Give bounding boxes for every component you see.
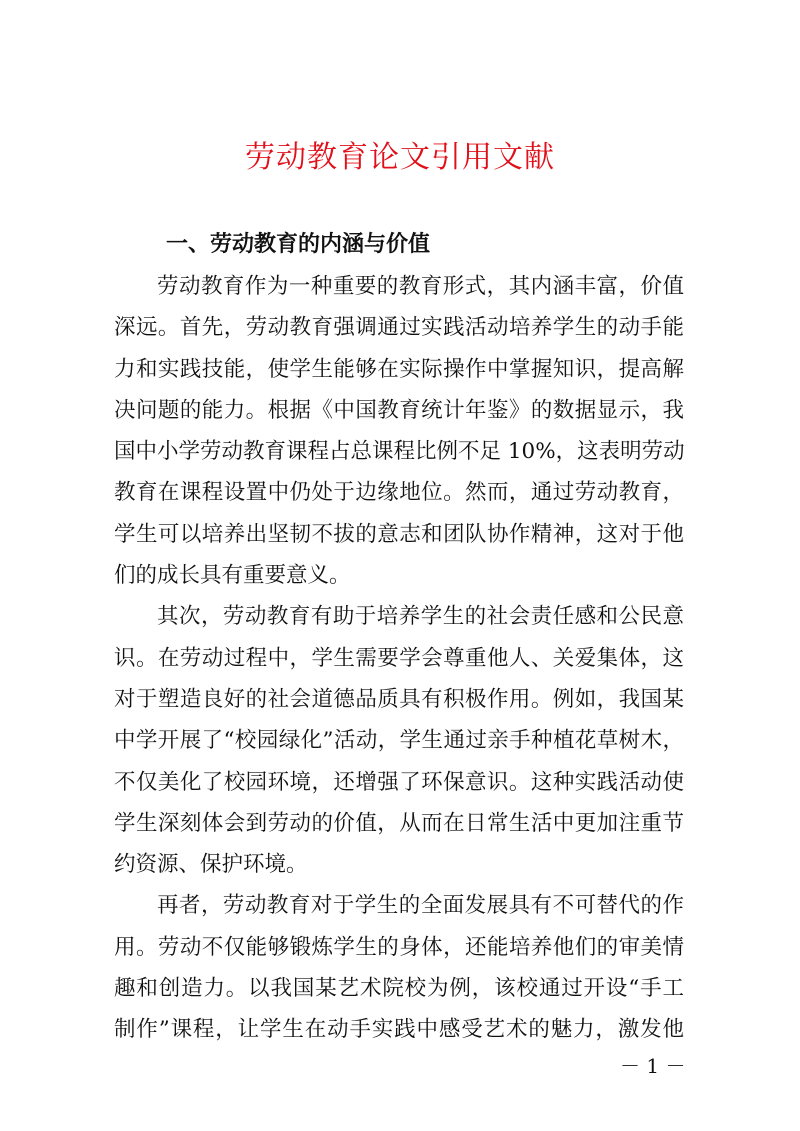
paragraph-line: 约资源、保护环境。: [114, 852, 308, 878]
section-heading: 一、劳动教育的内涵与价值: [166, 232, 431, 257]
paragraph-line: 再者，劳动教育对于学生的全面发展具有不可替代的作: [157, 893, 684, 919]
paragraph-line: 们的成长具有重要意义。: [114, 563, 351, 589]
paragraph-line: 决问题的能力。根据《中国教育统计年鉴》的数据显示，我: [114, 397, 684, 423]
paragraph-line: 学生深刻体会到劳动的价值，从而在日常生活中更加注重节: [114, 810, 684, 836]
paragraph-line: 识。在劳动过程中，学生需要学会尊重他人、关爱集体，这: [114, 645, 684, 671]
paragraph-line: 国中小学劳动教育课程占总课程比例不足 10%，这表明劳动: [114, 439, 685, 465]
paragraph-line: 中学开展了“校园绿化”活动，学生通过亲手种植花草树木，: [114, 728, 684, 754]
paragraph-line: 不仅美化了校园环境，还增强了环保意识。这种实践活动使: [114, 769, 684, 795]
paragraph-line: 用。劳动不仅能够锻炼学生的身体，还能培养他们的审美情: [114, 934, 684, 960]
paragraph-1: [114, 266, 684, 596]
paragraph-line: 教育在课程设置中仍处于边缘地位。然而，通过劳动教育，: [114, 480, 684, 506]
paragraph-line: 趣和创造力。以我国某艺术院校为例，该校通过开设“手工: [114, 976, 684, 1002]
paragraph-3: [114, 885, 684, 1050]
paragraph-line: 其次，劳动教育有助于培养学生的社会责任感和公民意: [157, 604, 684, 630]
paragraph-line: 制作”课程，让学生在动手实践中感受艺术的魅力，激发他: [114, 1017, 684, 1043]
paragraph-line: 学生可以培养出坚韧不拔的意志和团队协作精神，这对于他: [114, 521, 684, 547]
paragraph-line: 力和实践技能，使学生能够在实际操作中掌握知识，提高解: [114, 356, 684, 382]
document-title: 劳动教育论文引用文献: [245, 140, 555, 175]
body-text: [114, 266, 684, 1051]
paragraph-line: 对于塑造良好的社会道德品质具有积极作用。例如，我国某: [114, 686, 684, 712]
page-number: － 1 －: [620, 1054, 686, 1078]
paragraph-line: 劳动教育作为一种重要的教育形式，其内涵丰富，价值: [157, 274, 684, 299]
paragraph-line: 深远。首先，劳动教育强调通过实践活动培养学生的动手能: [114, 315, 684, 341]
paragraph-2: [114, 596, 684, 885]
